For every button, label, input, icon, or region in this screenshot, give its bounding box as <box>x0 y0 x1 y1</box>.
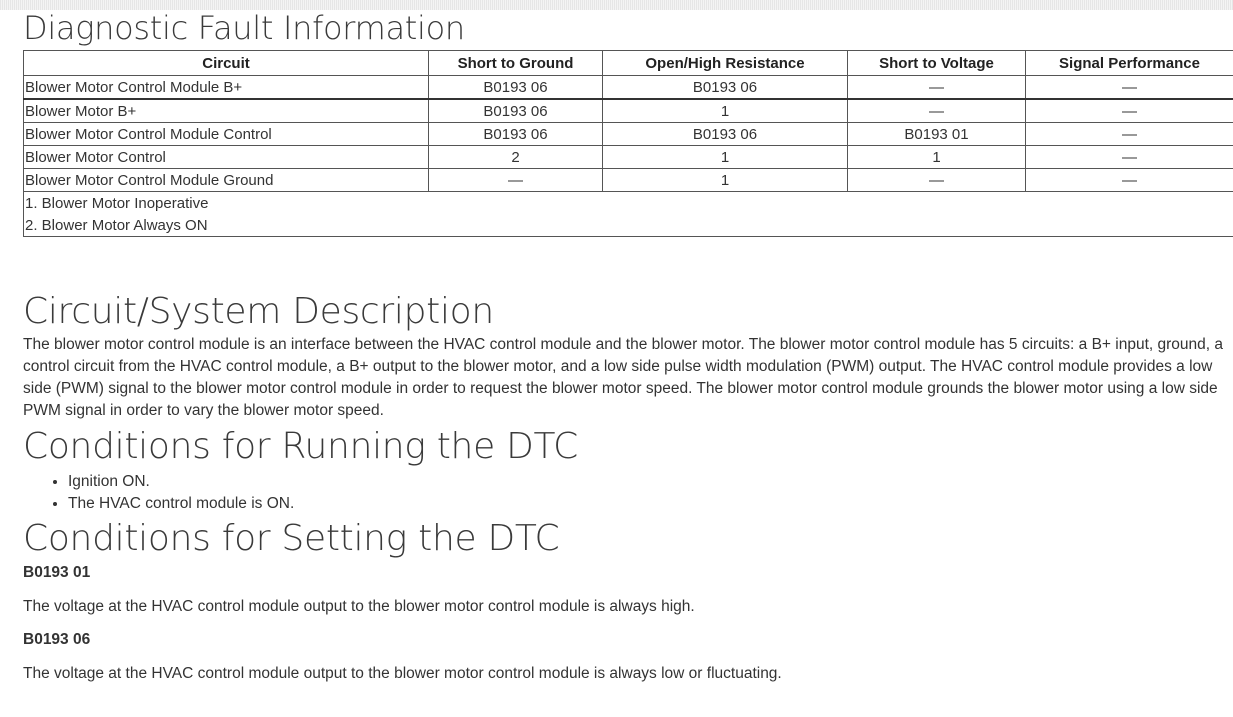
circuit-cell: Blower Motor B+ <box>24 99 429 123</box>
table-row <box>24 99 1233 123</box>
running-conditions-list <box>23 471 1233 515</box>
table-cell: — <box>1026 169 1233 192</box>
page-content <box>23 6 1233 685</box>
table-cell: — <box>1026 146 1233 169</box>
table-row <box>24 169 1233 192</box>
dtc-code-label: B0193 01 <box>23 564 91 581</box>
diagnostic-fault-table <box>23 50 1233 237</box>
dtc-code-description: The voltage at the HVAC control module output to the blower motor control module is always high. <box>23 598 695 615</box>
table-cell: — <box>848 76 1026 100</box>
table-row <box>24 76 1233 100</box>
circuit-cell: Blower Motor Control Module B+ <box>24 76 429 100</box>
running-conditions-title: Conditions for Running the DTC <box>23 426 578 467</box>
table-cell: 1 <box>603 146 848 169</box>
table-note: 2. Blower Motor Always ON <box>24 214 1233 237</box>
column-header: Signal Performance <box>1026 51 1233 76</box>
table-row <box>24 123 1233 146</box>
table-cell: — <box>1026 76 1233 100</box>
diagnostic-title: Diagnostic Fault Information <box>23 9 465 47</box>
table-note-row <box>24 192 1233 215</box>
circuit-cell: Blower Motor Control Module Ground <box>24 169 429 192</box>
table-cell: B0193 06 <box>429 76 603 100</box>
list-item: • Ignition ON. <box>68 471 1233 493</box>
table-cell: B0193 06 <box>603 123 848 146</box>
table-cell: 2 <box>429 146 603 169</box>
list-item: • The HVAC control module is ON. <box>68 493 1233 515</box>
column-header: Short to Voltage <box>848 51 1026 76</box>
setting-conditions-title: Conditions for Setting the DTC <box>23 518 560 559</box>
circuit-description-text: The blower motor control module is an interface between the HVAC control module and the blower motor. The blower motor control module has 5 circuits: a B+ input, ground, a control circuit from the HVAC control module, a B+ output to the blower motor, and a low side pulse width modulation (PWM) output. The HVAC control module provides a low side (PWM) signal to the blower motor control module in order to request the blower motor speed. The blower motor control module grounds the blower motor using a low side PWM signal in order to vary the blower motor speed. <box>23 336 1224 419</box>
table-cell: B0193 01 <box>848 123 1026 146</box>
table-cell: 1 <box>848 146 1026 169</box>
table-cell: B0193 06 <box>429 123 603 146</box>
circuit-cell: Blower Motor Control Module Control <box>24 123 429 146</box>
table-cell: B0193 06 <box>429 99 603 123</box>
table-header-row <box>24 51 1233 76</box>
table-cell: — <box>1026 123 1233 146</box>
circuit-cell: Blower Motor Control <box>24 146 429 169</box>
table-cell: — <box>848 169 1026 192</box>
circuit-description-title: Circuit/System Description <box>23 291 494 332</box>
table-cell: — <box>848 99 1026 123</box>
table-cell: B0193 06 <box>603 76 848 100</box>
table-note-row <box>24 214 1233 237</box>
table-cell: — <box>429 169 603 192</box>
column-header: Open/High Resistance <box>603 51 848 76</box>
table-cell: — <box>1026 99 1233 123</box>
dtc-code-description: The voltage at the HVAC control module output to the blower motor control module is always low or fluctuating. <box>23 665 782 682</box>
table-cell: 1 <box>603 99 848 123</box>
column-header: Short to Ground <box>429 51 603 76</box>
dtc-code-label: B0193 06 <box>23 631 91 648</box>
column-header: Circuit <box>24 51 429 76</box>
table-cell: 1 <box>603 169 848 192</box>
table-row <box>24 146 1233 169</box>
table-note: 1. Blower Motor Inoperative <box>24 192 1233 215</box>
